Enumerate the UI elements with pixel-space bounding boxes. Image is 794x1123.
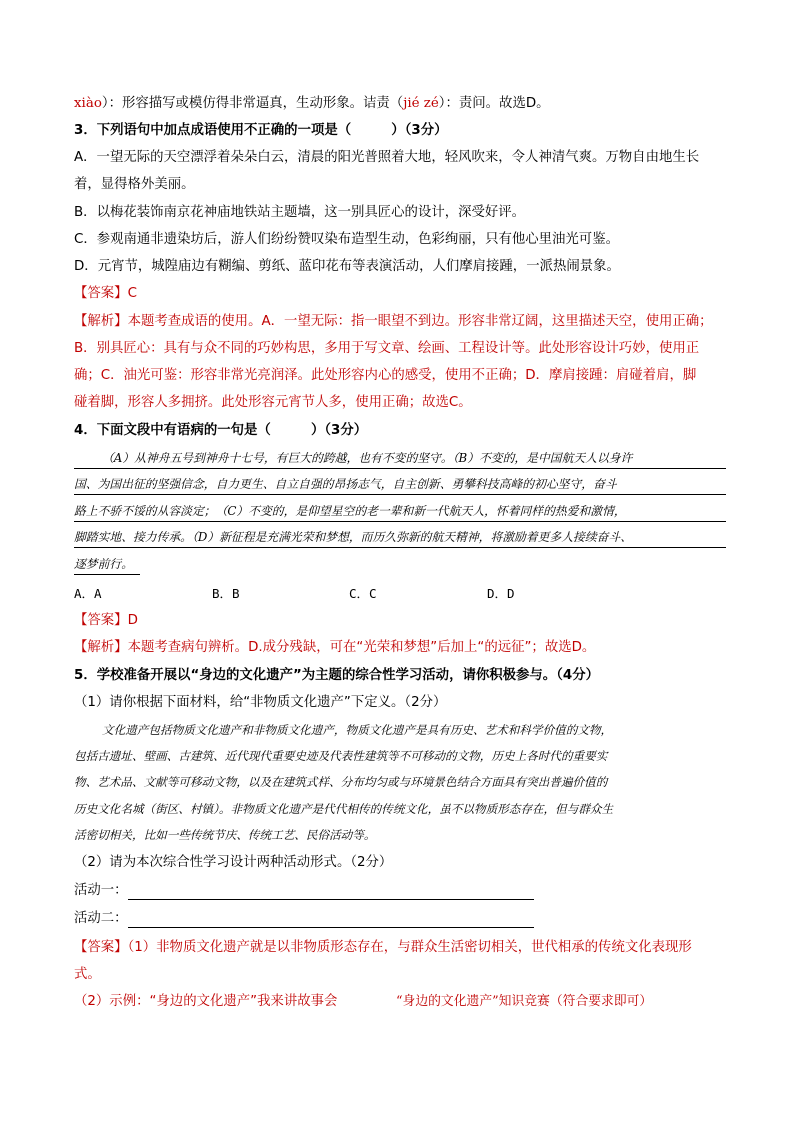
q5-answer-example2: “身边的文化遗产”知识竞赛（符合要求即可） (396, 994, 653, 1009)
pinyin-jieze: jié zé (403, 96, 439, 111)
q3-option-c: C．参观南通非遗染坊后，游人们纷纷赞叹染布造型生动，色彩绚丽，只有他心里油光可鉴。 (74, 232, 619, 247)
q5-answer-line1 (74, 938, 692, 958)
answer-label: 【答案】 (74, 940, 128, 955)
analysis-text: 本题考查成语的使用。A．一望无际：指一眼望不到边。形容非常辽阔，这里描述天空，使用正确； (127, 314, 713, 329)
q5-sub2: （2）请为本次综合性学习设计两种活动形式。（2分） (74, 855, 393, 870)
q3-option-b: B．以梅花装饰南京花神庙地铁站主题墙，这一别具匠心的设计，深受好评。 (74, 205, 526, 220)
q4-analysis (74, 638, 595, 658)
q3-analysis-line3: 确；C．油光可鉴：形容非常光亮润泽。此处形容内心的感受，使用不正确；D．摩肩接踵：肩碰着肩，脚 (74, 368, 697, 383)
q3-analysis-line4: 碰着脚，形容人多拥挤。此处形容元宵节人多，使用正确；故选C。 (74, 395, 472, 410)
answer-example: （2）示例：“身边的文化遗产”我来讲故事会 (74, 994, 338, 1009)
q5-stem: 5．学校准备开展以“身边的文化遗产”为主题的综合性学习活动，请你积极参与。（4分） (74, 668, 599, 683)
q4-choice-d: D．D (487, 586, 515, 601)
q5-answer-line3 (74, 992, 337, 1012)
activity-2-label: 活动二： (74, 911, 128, 926)
analysis-text: 本题考查病句辨析。D.成分残缺，可在“光荣和梦想”后加上“的远征”；故选D。 (127, 640, 596, 655)
q3-option-d: D．元宵节，城隍庙边有糊编、剪纸、蓝印花布等表演活动，人们摩肩接踵，一派热闹景象。 (74, 259, 620, 274)
q4-passage-line4: 脚踏实地、接力传承。（D）新征程是充满光荣和梦想，而历久弥新的航天精神，将激励着更多人接续奋斗、 (74, 527, 726, 548)
q4-passage-line5: 逐梦前行。 (74, 554, 140, 575)
q5-material-line4: 历史文化名城（街区、村镇）。非物质文化遗产是代代相传的传统文化，虽不以物质形态存在，但与群众生 (74, 802, 614, 816)
q3-analysis-line1 (74, 312, 713, 332)
q3-analysis-line2: B．别具匠心：具有与众不同的巧妙构思，多用于写文章、绘画、工程设计等。此处形容设计巧妙，使用正 (74, 341, 700, 356)
activity-1-label: 活动一： (74, 883, 128, 898)
answer-label: 【答案】 (74, 613, 128, 628)
q3-option-a-line1: A．一望无际的天空漂浮着朵朵白云，清晨的阳光普照着大地，轻风吹来，令人神清气爽。万物自由地生长 (74, 150, 700, 165)
q4-answer (74, 611, 138, 631)
q5-material-line3: 物、艺术品、文献等可移动文物，以及在建筑式样、分布均匀或与环境景色结合方面具有突出普遍价值的 (74, 775, 608, 789)
q4-stem: 4．下面文段中有语病的一句是（ ）（3分） (74, 423, 368, 438)
q4-choice-a: A．A (74, 586, 102, 601)
activity-2-blank[interactable] (128, 927, 534, 928)
q5-material-line2: 包括古遗址、壁画、古建筑、近代现代重要史迹及代表性建筑等不可移动的文物，历史上各时代的重要实 (74, 749, 608, 763)
q2-tail-line (74, 94, 550, 114)
q5-answer-line2: 式。 (74, 967, 101, 982)
q5-sub1: （1）请你根据下面材料，给“非物质文化遗产”下定义。（2分） (74, 695, 447, 710)
q4-choice-c: C．C (349, 586, 377, 601)
q5-material-line1: 文化遗产包括物质文化遗产和非物质文化遗产，物质文化遗产是具有历史、艺术和科学价值的文物， (102, 723, 613, 737)
q3-stem: 3．下列语句中加点成语使用不正确的一项是（ ）（3分） (74, 123, 448, 138)
answer-text: （1）非物质文化遗产就是以非物质形态存在，与群众生活密切相关，世代相承的传统文化表现形 (127, 940, 692, 955)
q4-passage-line1: （A）从神舟五号到神舟十七号，有巨大的跨越，也有不变的坚守。（B）不变的，是中国航天人以身许 (74, 448, 726, 469)
answer-label: 【答案】 (74, 286, 128, 301)
analysis-label: 【解析】 (74, 314, 128, 329)
activity-1-blank[interactable] (128, 899, 534, 900)
answer-value: C (127, 286, 137, 301)
q3-option-a-line2: 着，显得格外美丽。 (74, 177, 195, 192)
q4-passage-line3: 路上不骄不馁的从容淡定；（C）不变的，是仰望星空的老一辈和新一代航天人，怀着同样的热爱和激情， (74, 501, 726, 522)
q4-passage-line2: 国、为国出征的坚强信念，自力更生、自立自强的昂扬志气，自主创新、勇攀科技高峰的初心坚守，奋斗 (74, 474, 726, 495)
q4-choice-b: B．B (212, 586, 240, 601)
q3-answer (74, 284, 137, 304)
pinyin-xiao: xiào (74, 96, 102, 111)
q5-material-line5: 活密切相关，比如一些传统节庆、传统工艺、民俗活动等。 (74, 828, 376, 842)
q2-tail-text2: ）：责问。故选D。 (438, 96, 550, 111)
answer-value: D (127, 613, 138, 628)
q2-tail-text: ）：形容描写或模仿得非常逼真，生动形象。诘责（ (101, 96, 404, 111)
analysis-label: 【解析】 (74, 640, 128, 655)
